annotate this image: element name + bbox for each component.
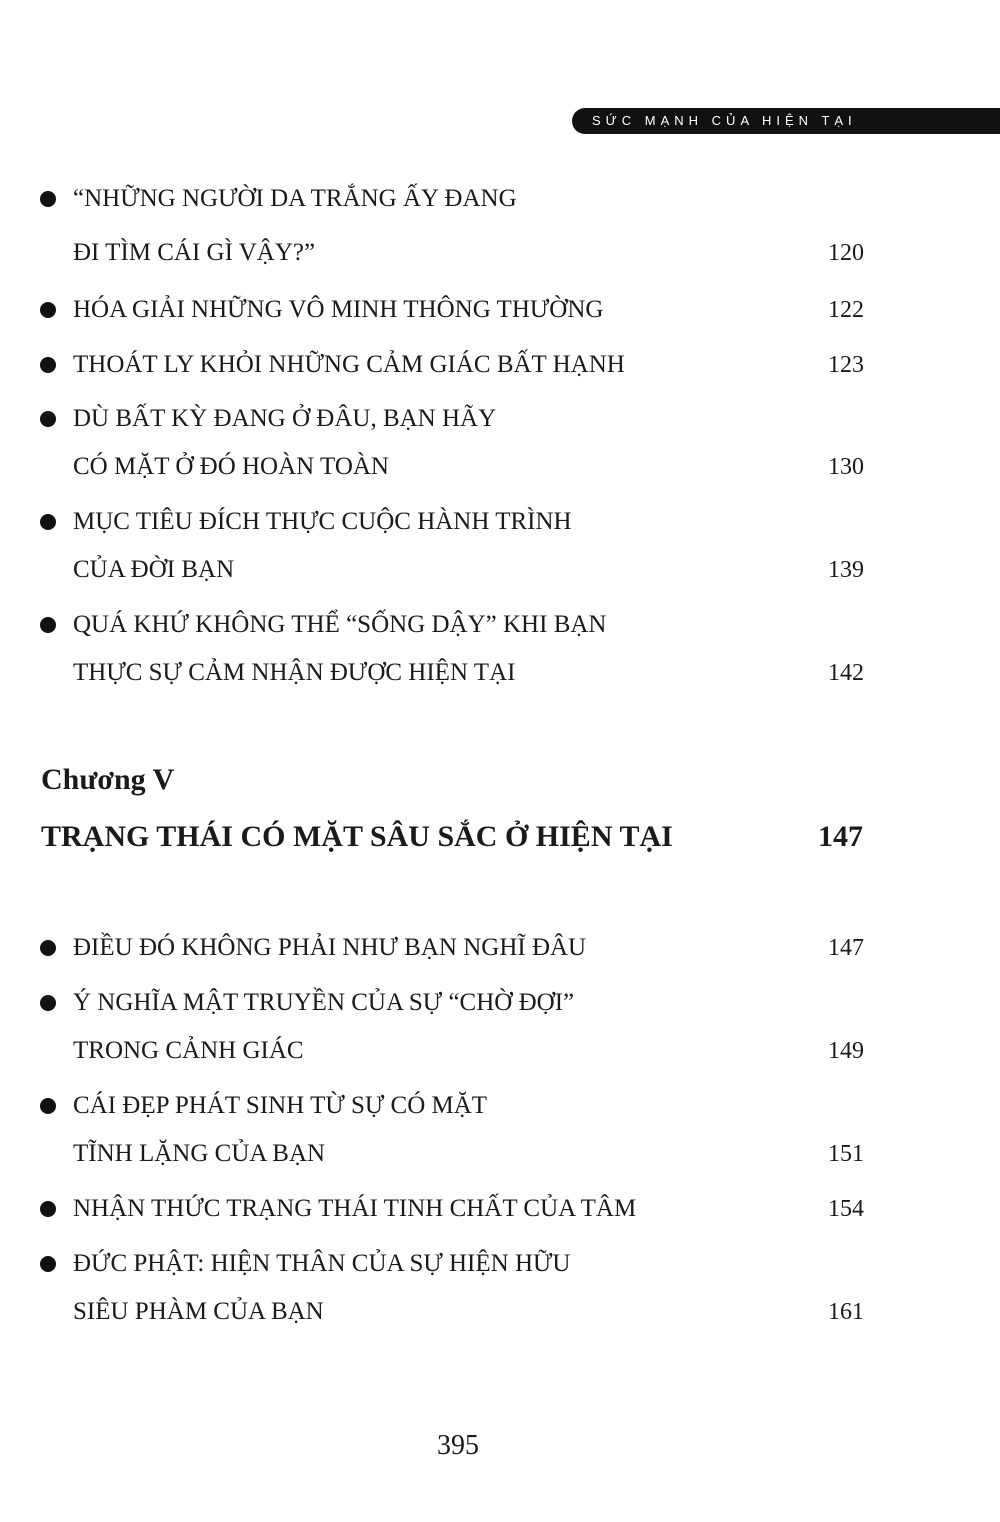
bullet-icon xyxy=(40,940,56,956)
toc-entry-line xyxy=(40,287,870,333)
toc-entry[interactable] xyxy=(40,1186,870,1232)
toc-entry-title: ĐỨC PHẬT: HIỆN THÂN CỦA SỰ HIỆN HỮU xyxy=(73,1250,571,1277)
toc-page-number: 122 xyxy=(828,297,864,323)
toc-entry-title: Ý NGHĨA MẬT TRUYỀN CỦA SỰ “CHỜ ĐỢI” xyxy=(73,989,575,1016)
bullet-icon xyxy=(40,1201,56,1217)
toc-entry-line xyxy=(40,602,870,648)
toc-entry[interactable] xyxy=(40,1083,870,1177)
toc-entry[interactable] xyxy=(40,287,870,333)
toc-entry-line xyxy=(40,1028,870,1074)
toc-entry-line xyxy=(40,1241,870,1287)
toc-page-number: 142 xyxy=(828,660,864,686)
chapter-title: TRẠNG THÁI CÓ MẶT SÂU SẮC Ở HIỆN TẠI xyxy=(41,820,673,853)
chapter-label: Chương V xyxy=(41,763,175,796)
toc-entry-title-cont: TRONG CẢNH GIÁC xyxy=(73,1037,304,1064)
toc-entry-title: CÁI ĐẸP PHÁT SINH TỪ SỰ CÓ MẶT xyxy=(73,1092,488,1119)
bullet-icon xyxy=(40,514,56,530)
toc-page-number: 147 xyxy=(828,935,864,961)
toc-entry-line xyxy=(40,1289,870,1335)
toc-entry[interactable] xyxy=(40,1241,870,1335)
toc-entry-line xyxy=(40,342,870,388)
toc-page-number: 154 xyxy=(828,1196,864,1222)
toc-entry-title: MỤC TIÊU ĐÍCH THỰC CUỘC HÀNH TRÌNH xyxy=(73,508,572,535)
bullet-icon xyxy=(40,302,56,318)
toc-entry-line xyxy=(40,1083,870,1129)
chapter-title-row[interactable] xyxy=(41,813,871,861)
toc-entry-line xyxy=(40,1131,870,1177)
toc-entry-line xyxy=(40,980,870,1026)
running-header: SỨC MẠNH CỦA HIỆN TẠI xyxy=(572,108,1000,134)
toc-entry-line xyxy=(40,176,870,222)
toc-entry[interactable] xyxy=(40,176,870,276)
toc-entry[interactable] xyxy=(40,925,870,971)
bullet-icon xyxy=(40,191,56,207)
toc-entry-line xyxy=(40,396,870,442)
page-folio: 395 xyxy=(437,1430,479,1461)
toc-entry-title: QUÁ KHỨ KHÔNG THỂ “SỐNG DẬY” KHI BẠN xyxy=(73,611,607,638)
toc-entry-line xyxy=(40,650,870,696)
toc-entry-title: DÙ BẤT KỲ ĐANG Ở ĐÂU, BẠN HÃY xyxy=(73,405,497,432)
toc-entry-title-cont: CÓ MẶT Ở ĐÓ HOÀN TOÀN xyxy=(73,453,389,480)
toc-entry[interactable] xyxy=(40,342,870,388)
toc-page-number: 149 xyxy=(828,1038,864,1064)
toc-page-number: 130 xyxy=(828,454,864,480)
toc-entry-title-cont: SIÊU PHÀM CỦA BẠN xyxy=(73,1298,324,1325)
bullet-icon xyxy=(40,1098,56,1114)
toc-page-number: 120 xyxy=(828,240,864,266)
bullet-icon xyxy=(40,411,56,427)
toc-entry-title-cont: THỰC SỰ CẢM NHẬN ĐƯỢC HIỆN TẠI xyxy=(73,659,516,686)
toc-page-number: 123 xyxy=(828,352,864,378)
chapter-page-number: 147 xyxy=(818,820,863,853)
bullet-icon xyxy=(40,1256,56,1272)
toc-entry-title: HÓA GIẢI NHỮNG VÔ MINH THÔNG THƯỜNG xyxy=(73,296,604,323)
toc-entry[interactable] xyxy=(40,602,870,696)
bullet-icon xyxy=(40,617,56,633)
toc-entry-title-cont: CỦA ĐỜI BẠN xyxy=(73,556,235,583)
toc-entry-line xyxy=(40,444,870,490)
toc-entry-title-cont: ĐI TÌM CÁI GÌ VẬY?” xyxy=(73,239,316,266)
toc-entry[interactable] xyxy=(40,980,870,1074)
toc-entry-line xyxy=(40,925,870,971)
toc-entry-title-cont: TĨNH LẶNG CỦA BẠN xyxy=(73,1140,326,1167)
bullet-icon xyxy=(40,995,56,1011)
toc-entry[interactable] xyxy=(40,499,870,593)
toc-entry-line xyxy=(40,1186,870,1232)
toc-page-number: 151 xyxy=(828,1141,864,1167)
toc-entry-line xyxy=(40,547,870,593)
toc-entry-title: NHẬN THỨC TRẠNG THÁI TINH CHẤT CỦA TÂM xyxy=(73,1195,637,1222)
toc-entry[interactable] xyxy=(40,396,870,490)
toc-entry-title: ĐIỀU ĐÓ KHÔNG PHẢI NHƯ BẠN NGHĨ ĐÂU xyxy=(73,934,587,961)
toc-entry-line xyxy=(40,230,870,276)
toc-entry-title: “NHỮNG NGƯỜI DA TRẮNG ẤY ĐANG xyxy=(73,185,517,212)
toc-entry-title: THOÁT LY KHỎI NHỮNG CẢM GIÁC BẤT HẠNH xyxy=(73,351,625,378)
toc-page-number: 161 xyxy=(828,1299,864,1325)
toc-page-number: 139 xyxy=(828,557,864,583)
bullet-icon xyxy=(40,357,56,373)
toc-entry-line xyxy=(40,499,870,545)
